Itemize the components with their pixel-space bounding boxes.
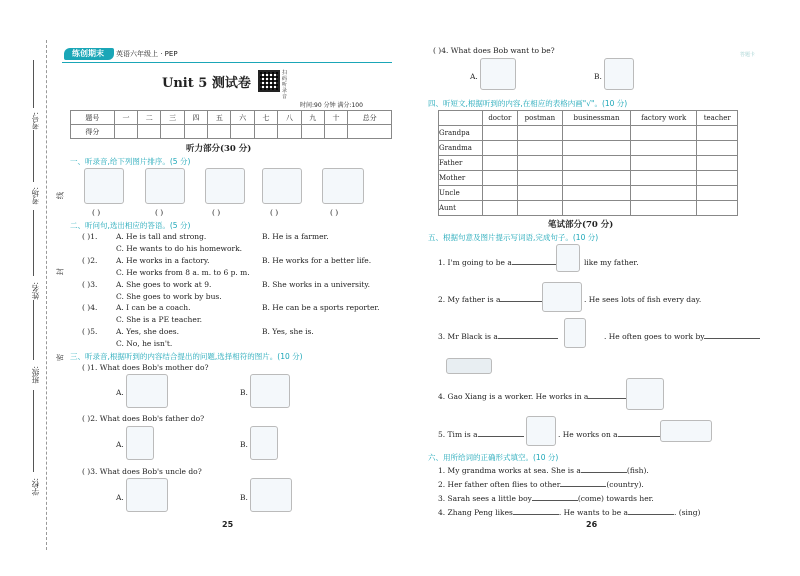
s2-option: C. No, he isn't. <box>116 339 173 348</box>
jobs-cell[interactable] <box>517 141 562 156</box>
side-line <box>33 210 34 276</box>
s6-text: . (sing) <box>673 508 701 517</box>
blank-input[interactable] <box>618 436 664 437</box>
s5-item-5 <box>438 430 524 439</box>
score-head: 十 <box>324 111 347 125</box>
s6-item-1 <box>438 466 649 475</box>
s2-num[interactable]: ( )3. <box>82 280 98 289</box>
jobs-header: teacher <box>697 111 738 126</box>
s6-text: (fish). <box>626 466 649 475</box>
score-cell[interactable] <box>208 125 231 139</box>
jobs-cell[interactable] <box>697 156 738 171</box>
jobs-cell[interactable] <box>483 186 518 201</box>
s3-question[interactable]: ( )3. What does Bob's uncle do? <box>82 467 202 476</box>
s3-question[interactable]: ( )1. What does Bob's mother do? <box>82 363 209 372</box>
option-a-label: A. <box>116 493 124 502</box>
jobs-cell[interactable] <box>697 171 738 186</box>
jobs-row-label: Grandpa <box>439 126 483 141</box>
jobs-cell[interactable] <box>697 186 738 201</box>
section-3-title: 三、听录音,根据听到的内容结合提出的问题,选择相符的图片。(10 分) <box>70 352 303 361</box>
s6-item-3 <box>438 494 654 503</box>
option-b-label: B. <box>240 388 248 397</box>
side-label-exam-no: 考号: <box>31 112 40 130</box>
side-label-name: 姓名: <box>31 282 40 300</box>
picture-doctor-icon <box>250 374 290 408</box>
s2-num[interactable]: ( )2. <box>82 256 98 265</box>
jobs-cell[interactable] <box>630 201 697 216</box>
blank-input[interactable] <box>498 338 558 339</box>
r-question-4[interactable]: ( )4. What does Bob want to be? <box>433 46 555 55</box>
score-cell[interactable] <box>324 125 347 139</box>
blank-input[interactable] <box>500 301 546 302</box>
jobs-header: doctor <box>483 111 518 126</box>
s5-text: 2. My father is a <box>438 295 501 304</box>
s6-text: (come) towards her. <box>577 494 654 503</box>
section-4-title: 四、听短文,根据听到的内容,在相应的表格内画"√"。(10 分) <box>428 99 628 108</box>
s2-num[interactable]: ( )1. <box>82 232 98 241</box>
jobs-cell[interactable] <box>517 156 562 171</box>
jobs-cell[interactable] <box>563 186 631 201</box>
answer-bracket[interactable]: ( ) <box>92 208 101 217</box>
picture-policeman-icon <box>250 426 278 460</box>
picture-postman-icon <box>126 426 154 460</box>
side-label-exam-room: 考场: <box>31 187 40 205</box>
side-line <box>33 60 34 108</box>
score-cell[interactable] <box>278 125 301 139</box>
s5-item-3 <box>438 332 558 341</box>
blank-input[interactable] <box>512 264 558 265</box>
s5-text: like my father. <box>584 258 639 267</box>
score-cell[interactable] <box>301 125 324 139</box>
side-line <box>33 390 34 472</box>
picture-postman-icon <box>564 318 586 348</box>
section-1-title: 一、听录音,给下列图片排序。(5 分) <box>70 157 191 166</box>
s5-item-1 <box>438 258 558 267</box>
jobs-cell[interactable] <box>517 186 562 201</box>
bus-icon <box>446 358 492 374</box>
time-info: 时间:90 分钟 满分:100 <box>300 102 363 109</box>
score-head: 九 <box>301 111 324 125</box>
s6-item-4 <box>438 508 700 517</box>
picture-police-icon <box>205 168 245 204</box>
s2-option: C. He wants to do his homework. <box>116 244 242 253</box>
section-2-title: 二、听问句,选出相应的答语。(5 分) <box>70 221 191 230</box>
score-head: 八 <box>278 111 301 125</box>
s2-option: A. Yes, she does. <box>116 327 180 336</box>
jobs-cell[interactable] <box>630 126 697 141</box>
section-6-title: 六、用所给词的正确形式填空。(10 分) <box>428 453 559 462</box>
s2-option: B. He works for a better life. <box>262 256 372 265</box>
jobs-cell[interactable] <box>563 201 631 216</box>
s5-text: . He often goes to work by <box>604 332 705 341</box>
s6-text: 2. Her father often flies to other <box>438 480 561 489</box>
picture-cyclist-icon <box>262 168 302 204</box>
s2-option: C. She is a PE teacher. <box>116 315 202 324</box>
writing-header: 笔试部分(70 分) <box>548 220 614 230</box>
picture-businessman-icon <box>556 244 580 272</box>
jobs-cell[interactable] <box>697 141 738 156</box>
picture-football-player-icon <box>480 58 516 90</box>
score-head: 四 <box>184 111 207 125</box>
blank-input[interactable] <box>704 338 760 339</box>
jobs-cell[interactable] <box>563 141 631 156</box>
s2-option: A. He works in a factory. <box>116 256 210 265</box>
s5-item-5-post <box>558 430 666 439</box>
s5-text: . He sees lots of fish every day. <box>584 295 702 304</box>
s2-option: A. She goes to work at 9. <box>116 280 212 289</box>
corner-mark: 答题卡 <box>740 52 756 58</box>
jobs-cell[interactable] <box>563 171 631 186</box>
score-label: 得分 <box>71 125 115 139</box>
s2-option: B. He can be a sports reporter. <box>262 303 380 312</box>
s2-option: A. He is tall and strong. <box>116 232 207 241</box>
s5-text: 3. Mr Black is a <box>438 332 498 341</box>
side-word-line: 线 <box>55 191 65 200</box>
s6-text: . He wants to be a <box>558 508 628 517</box>
score-cell[interactable] <box>138 125 161 139</box>
side-label-school: 学校: <box>31 478 40 496</box>
jobs-cell[interactable] <box>563 156 631 171</box>
s6-text: 4. Zhang Peng likes <box>438 508 513 517</box>
picture-man-icon <box>84 168 124 204</box>
score-cell[interactable] <box>231 125 254 139</box>
blank-input[interactable] <box>532 500 578 501</box>
option-b-label: B. <box>594 72 602 81</box>
option-b-label: B. <box>240 440 248 449</box>
s5-item-3-post <box>604 332 760 341</box>
side-line <box>33 300 34 360</box>
score-head: 七 <box>254 111 277 125</box>
s2-num[interactable]: ( )5. <box>82 327 98 336</box>
picture-pilot-icon <box>526 416 556 446</box>
s5-item-4 <box>438 392 637 401</box>
score-head: 二 <box>138 111 161 125</box>
jobs-table <box>438 110 738 216</box>
s5-item-2 <box>438 295 546 304</box>
s2-num[interactable]: ( )4. <box>82 303 98 312</box>
s2-option: C. He works from 8 a. m. to 6 p. m. <box>116 268 250 277</box>
score-cell[interactable] <box>348 125 392 139</box>
s2-option: B. Yes, she is. <box>262 327 314 336</box>
option-a-label: A. <box>116 440 124 449</box>
jobs-cell[interactable] <box>630 171 697 186</box>
s2-option: A. I can be a coach. <box>116 303 191 312</box>
page-number-right: 26 <box>586 520 598 529</box>
jobs-cell[interactable] <box>697 201 738 216</box>
jobs-cell[interactable] <box>517 171 562 186</box>
answer-bracket[interactable]: ( ) <box>330 208 339 217</box>
jobs-cell[interactable] <box>483 126 518 141</box>
jobs-header: postman <box>517 111 562 126</box>
blank-input[interactable] <box>628 514 674 515</box>
picture-driver-icon <box>250 478 292 512</box>
jobs-cell[interactable] <box>630 186 697 201</box>
score-head: 五 <box>208 111 231 125</box>
jobs-cell[interactable] <box>483 201 518 216</box>
s6-text: (country). <box>606 480 644 489</box>
score-head: 一 <box>114 111 137 125</box>
side-word-secret: 密 <box>55 353 65 362</box>
section-5-title: 五、根据句意及图片提示写词语,完成句子。(10 分) <box>428 233 599 242</box>
score-head: 题号 <box>71 111 115 125</box>
jobs-header: businessman <box>563 111 631 126</box>
option-a-label: A. <box>116 388 124 397</box>
jobs-header: factory work <box>630 111 697 126</box>
option-a-label: A. <box>470 72 478 81</box>
score-cell[interactable] <box>184 125 207 139</box>
jobs-cell[interactable] <box>517 201 562 216</box>
blank-input[interactable] <box>513 514 559 515</box>
option-b-label: B. <box>240 493 248 502</box>
picture-fisherman-icon <box>542 282 582 312</box>
jobs-cell[interactable] <box>697 126 738 141</box>
factory-icon <box>626 378 664 410</box>
jobs-cell[interactable] <box>563 126 631 141</box>
side-word-seal: 封 <box>55 267 65 276</box>
side-label-class: 班级: <box>31 366 40 384</box>
score-head: 三 <box>161 111 184 125</box>
s3-question[interactable]: ( )2. What does Bob's father do? <box>82 414 205 423</box>
header-rule <box>62 62 392 63</box>
qr-code-icon <box>258 70 280 92</box>
qr-caption: 扫码听录音 <box>282 70 288 100</box>
binding-line <box>46 40 47 550</box>
blank-input[interactable] <box>560 486 606 487</box>
answer-bracket[interactable]: ( ) <box>155 208 164 217</box>
s5-text: 1. I'm going to be a <box>438 258 512 267</box>
picture-scientist-icon <box>604 58 634 90</box>
s2-option: B. He is a farmer. <box>262 232 329 241</box>
airplane-icon <box>660 420 712 442</box>
picture-scientist-icon <box>322 168 364 204</box>
jobs-cell[interactable] <box>630 156 697 171</box>
score-head: 六 <box>231 111 254 125</box>
picture-writer-icon <box>145 168 185 204</box>
score-cell[interactable] <box>254 125 277 139</box>
s5-text: 4. Gao Xiang is a worker. He works in a <box>438 392 589 401</box>
page-number-left: 25 <box>222 520 234 529</box>
s5-text: 5. Tim is a <box>438 430 478 439</box>
score-cell[interactable] <box>161 125 184 139</box>
score-table <box>70 110 392 139</box>
brand-subject: 英语六年级上 · PEP <box>116 50 178 58</box>
listening-header: 听力部分(30 分) <box>186 144 252 154</box>
jobs-cell[interactable] <box>483 171 518 186</box>
answer-bracket[interactable]: ( ) <box>212 208 221 217</box>
blank-input[interactable] <box>478 436 524 437</box>
jobs-cell[interactable] <box>630 141 697 156</box>
s6-text: 1. My grandma works at sea. She is a <box>438 466 581 475</box>
picture-worker-icon <box>126 374 168 408</box>
jobs-cell[interactable] <box>483 141 518 156</box>
score-head: 总分 <box>348 111 392 125</box>
jobs-corner <box>439 111 483 126</box>
s2-option: C. She goes to work by bus. <box>116 292 222 301</box>
answer-bracket[interactable]: ( ) <box>270 208 279 217</box>
brand-logo: 练创期末 <box>64 48 114 60</box>
blank-input[interactable] <box>581 472 627 473</box>
jobs-cell[interactable] <box>483 156 518 171</box>
s6-item-2 <box>438 480 644 489</box>
jobs-row-label: Uncle <box>439 186 483 201</box>
jobs-cell[interactable] <box>517 126 562 141</box>
jobs-row-label: Aunt <box>439 201 483 216</box>
picture-pilot-icon <box>126 478 168 512</box>
s5-text: . He works on a <box>558 430 618 439</box>
jobs-row-label: Mother <box>439 171 483 186</box>
score-cell[interactable] <box>114 125 137 139</box>
s2-option: B. She works in a university. <box>262 280 371 289</box>
side-line <box>33 130 34 182</box>
jobs-row-label: Father <box>439 156 483 171</box>
page-title: Unit 5 测试卷 <box>162 76 251 91</box>
s6-text: 3. Sarah sees a little boy <box>438 494 532 503</box>
jobs-row-label: Grandma <box>439 141 483 156</box>
